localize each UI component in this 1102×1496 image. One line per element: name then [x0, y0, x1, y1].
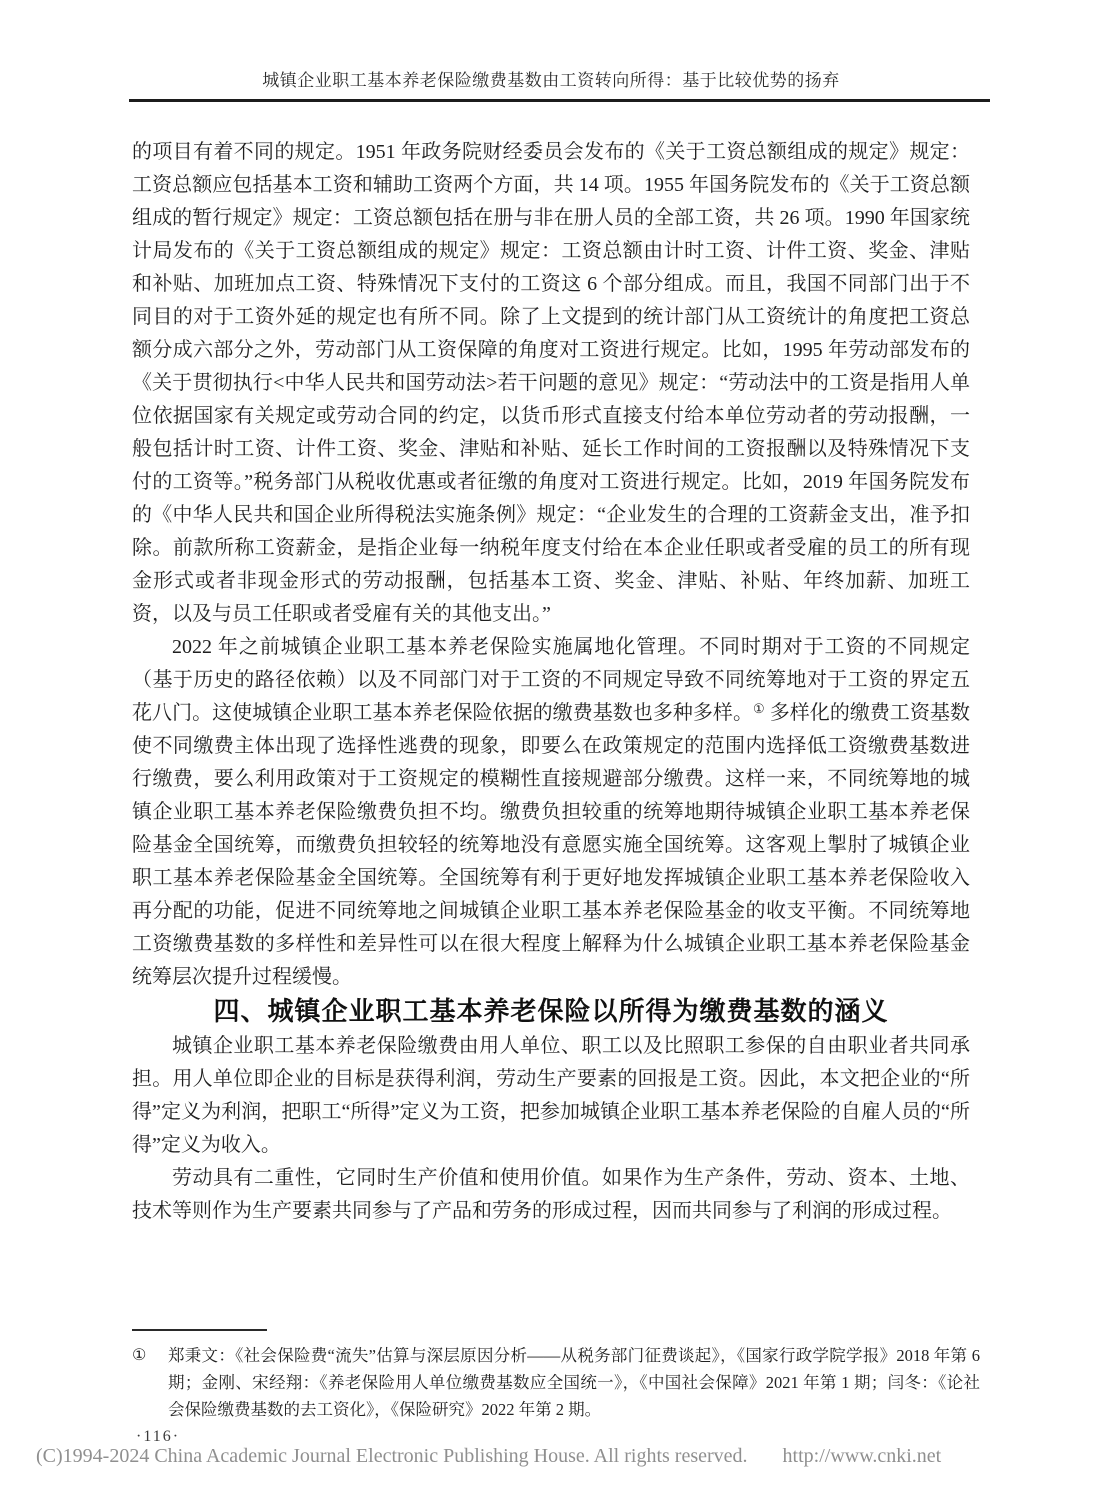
footnote-section — [132, 1329, 980, 1423]
footnote-1 — [132, 1342, 980, 1423]
copyright-watermark — [36, 1443, 1076, 1469]
running-header-title: 城镇企业职工基本养老保险缴费基数由工资转向所得：基于比较优势的扬弃 — [262, 71, 840, 90]
footnote-text: 郑秉文：《社会保险费“流失”估算与深层原因分析——从税务部门征费谈起》，《国家行政学院学报》2018 年第 6 期；金刚、宋经翔：《养老保险用人单位缴费基数应全国统一》，《中国社会保障》2021 年第 1 期；闫冬：《论社会保险缴费基数的去工资化》，《保险研究》2022 年第 2 期。 — [168, 1346, 980, 1419]
footnote-divider — [132, 1329, 267, 1331]
section-heading-4: 四、城镇企业职工基本养老保险以所得为缴费基数的涵义 — [213, 997, 889, 1026]
header-divider — [129, 99, 990, 102]
footnote-marker: ① — [132, 1347, 147, 1364]
paragraph-wage-definitions: 的项目有着不同的规定。1951 年政务院财经委员会发布的《关于工资总额组成的规定》规定：工资总额应包括基本工资和辅助工资两个方面，共 14 项。1955 年国务院发布的《关于工资总额组成的暂行规定》规定：工资总额包括在册与非在册人员的全部工资，共 26 项。1990 年国家统计局发布的《关于工资总额组成的规定》规定：工资总额由计时工资、计件工资、奖金、津贴和补贴、加班加点工资、特殊情况下支付的工资这 6 个部分组成。而且，我国不同部门出于不同目的对于工资外延的规定也有所不同。除了上文提到的统计部门从工资统计的角度把工资总额分成六部分之外，劳动部门从工资保障的角度对工资进行规定。比如，1995 年劳动部发布的《关于贯彻执行<中华人民共和国劳动法>若干问题的意见》规定：“劳动法中的工资是指用人单位依据国家有关规定或劳动合同的约定，以货币形式直接支付给本单位劳动者的劳动报酬，一般包括计时工资、计件工资、奖金、津贴和补贴、延长工作时间的工资报酬以及特殊情况下支付的工资等。”税务部门从税收优惠或者征缴的角度对工资进行规定。比如，2019 年国务院发布的《中华人民共和国企业所得税法实施条例》规定：“企业发生的合理的工资薪金支出，准予扣除。前款所称工资薪金，是指企业每一纳税年度支付给在本企业任职或者受雇的员工的所有现金形式或者非现金形式的劳动报酬，包括基本工资、奖金、津贴、补贴、年终加薪、加班工资，以及与员工任职或者受雇有关的其他支出。” — [132, 141, 970, 625]
paragraph-pension-part1: 2022 年之前城镇企业职工基本养老保险实施属地化管理。不同时期对于工资的不同规定（基于历史的路径依赖）以及不同部门对于工资的不同规定导致不同统筹地对于工资的界定五花八门。这使城镇企业职工基本养老保险依据的缴费基数也多种多样。 — [132, 636, 970, 724]
paragraph-income-definition: 城镇企业职工基本养老保险缴费由用人单位、职工以及比照职工参保的自由职业者共同承担。用人单位即企业的目标是获得利润，劳动生产要素的回报是工资。因此，本文把企业的“所得”定义为利润，把职工“所得”定义为工资，把参加城镇企业职工基本养老保险的自雇人员的“所得”定义为收入。 — [132, 1035, 970, 1156]
paragraph-labor-duality: 劳动具有二重性，它同时生产价值和使用价值。如果作为生产条件，劳动、资本、土地、技术等则作为生产要素共同参与了产品和劳务的形成过程，因而共同参与了利润的形成过程。 — [132, 1167, 970, 1222]
paragraph-pension-localized — [132, 631, 970, 994]
copyright-text: (C)1994-2024 China Academic Journal Electronic Publishing House. All rights reserved. — [36, 1445, 748, 1467]
page-number: ·116· — [136, 1428, 181, 1445]
paragraph-pension-part2: 多样化的缴费工资基数使不同缴费主体出现了选择性逃费的现象，即要么在政策规定的范围内选择低工资缴费基数进行缴费，要么利用政策对于工资规定的模糊性直接规避部分缴费。这样一来，不同统筹地的城镇企业职工基本养老保险缴费负担不均。缴费负担较重的统筹地期待城镇企业职工基本养老保险基金全国统筹，而缴费负担较轻的统筹地没有意愿实施全国统筹。这客观上掣肘了城镇企业职工基本养老保险基金全国统筹。全国统筹有利于更好地发挥城镇企业职工基本养老保险收入再分配的功能，促进不同统筹地之间城镇企业职工基本养老保险基金的收支平衡。不同统筹地工资缴费基数的多样性和差异性可以在很大程度上解释为什么城镇企业职工基本养老保险基金统筹层次提升过程缓慢。 — [132, 702, 971, 988]
article-body — [132, 136, 970, 1228]
footnote-reference-1: ① — [753, 701, 765, 716]
cnki-url: http://www.cnki.net — [782, 1445, 942, 1467]
